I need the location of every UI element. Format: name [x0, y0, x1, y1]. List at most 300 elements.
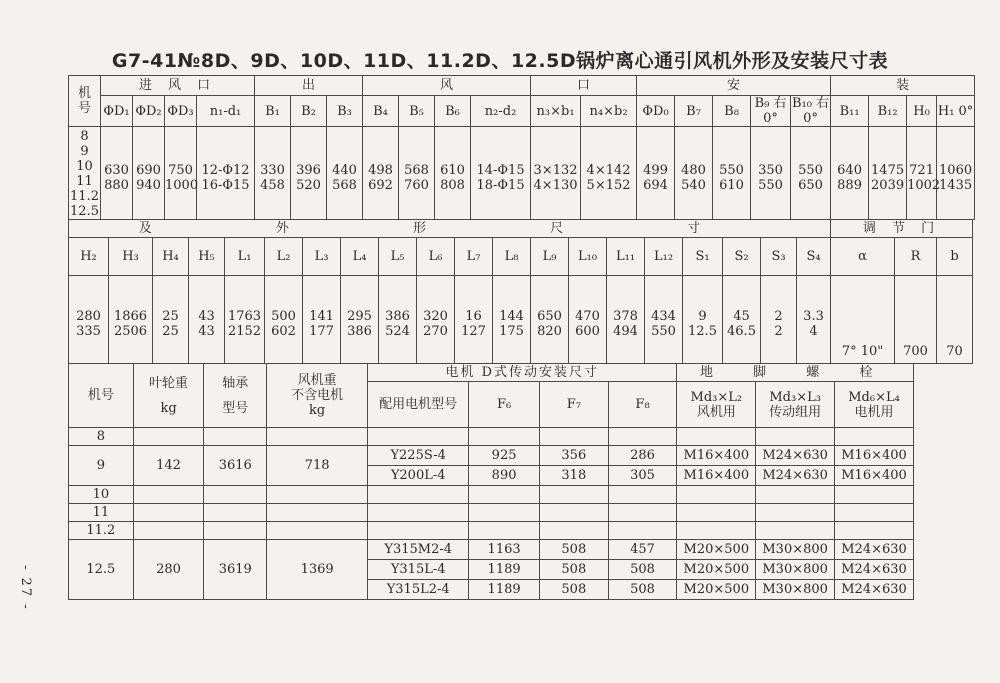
t1-data-cell: [869, 127, 907, 220]
t2-data-cell: [225, 276, 265, 364]
value-bottom: 524: [385, 323, 410, 339]
value-bottom: 692: [368, 177, 393, 193]
value-top: 750: [168, 162, 193, 178]
machine-no: 8: [80, 129, 89, 144]
value-bottom: 650: [798, 177, 823, 193]
t1-col-header: ΦD₁: [101, 96, 133, 127]
value-bottom: 694: [643, 177, 668, 193]
t1-data-cell: [907, 127, 941, 220]
value-bottom: 2152: [227, 323, 262, 339]
t2-col-header: S₃: [761, 238, 797, 276]
t2-col-header: L₆: [417, 238, 455, 276]
t1-machine-no-cell: [69, 127, 101, 220]
table-row: [69, 540, 914, 560]
t1-col-header: n₃×b₁: [531, 96, 581, 127]
drive-bolt: M30×800: [756, 540, 835, 560]
t2-col-header: S₂: [723, 238, 761, 276]
value-top: 500: [271, 308, 296, 324]
t2-data-cell: [797, 276, 831, 364]
value-top: 550: [798, 162, 823, 178]
empty-cell: [267, 428, 368, 446]
motor-bolt: M24×630: [835, 560, 914, 580]
install-group-header-2: 装: [831, 76, 975, 96]
machine-no-header: 机号: [69, 76, 101, 127]
t2-col-header: H₄: [153, 238, 189, 276]
damper-data-cell: 70: [937, 276, 973, 364]
fan-bolt: M20×500: [677, 580, 756, 600]
value-bottom: 458: [260, 177, 285, 193]
motor-group-header: 电机 D式传动安装尺寸: [368, 364, 677, 382]
value-bottom: 550: [758, 177, 783, 193]
t1-col-header: B₁₀ 右0°: [792, 96, 830, 126]
t1-data-cell: [363, 127, 399, 220]
t2-data-cell: [493, 276, 531, 364]
t1-col-header: B₁₂: [869, 96, 907, 127]
value-bottom: 25: [162, 323, 179, 339]
page-title: G7-41№8D、9D、10D、11D、11.2D、12.5D锅炉离心通引风机外形及安装尺寸表: [111, 50, 889, 72]
value-top: 1866: [113, 308, 148, 324]
value-top: 499: [643, 162, 668, 178]
value-top: 396: [296, 162, 321, 178]
bolt-group-header: 地 脚 螺 栓: [677, 364, 914, 382]
value-bottom: 1435: [939, 177, 973, 193]
empty-cell: [133, 504, 204, 522]
t1-col-header: B₆: [435, 96, 471, 127]
t2-data-cell: [265, 276, 303, 364]
value-bottom: 1000: [165, 177, 199, 193]
f7-value: 508: [539, 560, 608, 580]
empty-cell: [677, 486, 756, 504]
machine-no: 10: [76, 159, 93, 174]
empty-cell: [267, 504, 368, 522]
empty-cell: [204, 522, 267, 540]
fan-bolt-header: Md₃×L₂ 风机用: [677, 382, 756, 428]
value-top: 43: [198, 308, 215, 324]
t2-data-cell: [417, 276, 455, 364]
cell-stack: [723, 297, 760, 343]
impeller-weight: 142: [133, 446, 204, 486]
cell-stack: [455, 297, 492, 343]
cell-stack: [197, 151, 254, 196]
value-bottom: 4×130: [533, 177, 578, 193]
cell-stack: [637, 151, 674, 196]
t2-col-header: L₅: [379, 238, 417, 276]
motor-bolt: M16×400: [835, 466, 914, 486]
t1-col-header: n₂-d₂: [471, 96, 531, 127]
t1-col-header: B₄: [363, 96, 399, 127]
cell-stack: [225, 297, 264, 343]
outlet-group-header-3: 口: [531, 76, 637, 96]
cell-stack: [869, 151, 906, 196]
value-bottom: 4: [809, 323, 818, 339]
cell-stack: [265, 297, 302, 343]
t2-col-header: L₁₁: [607, 238, 645, 276]
value-top: 378: [613, 308, 638, 324]
t2-col-header: L₈: [493, 238, 531, 276]
value-bottom: 5×152: [586, 177, 631, 193]
cell-stack: [683, 297, 722, 343]
cell-stack: [761, 297, 796, 343]
cell-stack: [341, 297, 378, 343]
t1-data-cell: [581, 127, 637, 220]
value-bottom: 760: [404, 177, 429, 193]
empty-cell: [835, 486, 914, 504]
cell-stack: [109, 297, 152, 343]
bearing-model: 3616: [204, 446, 267, 486]
cell-stack: [675, 151, 712, 196]
drive-bolt: M24×630: [756, 446, 835, 466]
value-bottom: 127: [461, 323, 486, 339]
value-top: 610: [440, 162, 465, 178]
value-bottom: 520: [296, 177, 321, 193]
value-top: 1060: [939, 162, 973, 178]
empty-cell: [368, 504, 469, 522]
value-top: 2: [774, 308, 783, 324]
value-top: 295: [347, 308, 372, 324]
value-top: 434: [651, 308, 676, 324]
empty-cell: [677, 428, 756, 446]
value-bottom: 2039: [871, 177, 905, 193]
outlet-group-header-1: 出: [255, 76, 363, 96]
value-bottom: 43: [198, 323, 215, 339]
value-bottom: 16-Φ15: [201, 177, 250, 193]
drive-bolt: M30×800: [756, 560, 835, 580]
damper-col-header: R: [895, 238, 937, 276]
t1-col-header: n₄×b₂: [581, 96, 637, 127]
empty-cell: [368, 522, 469, 540]
empty-cell: [133, 428, 204, 446]
value-top: 690: [136, 162, 161, 178]
value-bottom: 568: [332, 177, 357, 193]
f7-value: 318: [539, 466, 608, 486]
bearing-model: 3619: [204, 540, 267, 600]
t2-col-header: S₁: [683, 238, 723, 276]
value-top: 4×142: [586, 162, 631, 178]
value-top: 144: [499, 308, 524, 324]
t2-col-header: L₁₀: [569, 238, 607, 276]
t3-machine-no: 12.5: [69, 540, 134, 600]
t2-data-cell: [645, 276, 683, 364]
outlet-group-header-2: 风: [363, 76, 531, 96]
empty-cell: [677, 504, 756, 522]
value-bottom: 12.5: [688, 323, 717, 339]
motor-model-header: 配用电机型号: [368, 382, 469, 428]
empty-cell: [608, 486, 677, 504]
t2-data-cell: [109, 276, 153, 364]
t1-data-cell: [133, 127, 165, 220]
impeller-weight-header: 叶轮重 kg: [133, 364, 204, 428]
value-top: 3.3: [803, 308, 824, 324]
t1-col-header: ΦD₃: [165, 96, 197, 127]
cell-stack: [363, 151, 398, 196]
empty-cell: [756, 504, 835, 522]
fan-weight-header: 风机重 不含电机 kg: [267, 364, 368, 428]
empty-cell: [539, 504, 608, 522]
inlet-group-header: 进 风 口: [101, 76, 255, 96]
t2-col-header: L₃: [303, 238, 341, 276]
empty-cell: [267, 522, 368, 540]
t3-machine-no: 11: [69, 504, 134, 522]
value-bottom: 494: [613, 323, 638, 339]
fan-bolt: M20×500: [677, 540, 756, 560]
t1-data-cell: [471, 127, 531, 220]
value-bottom: 940: [136, 177, 161, 193]
value-top: 9: [698, 308, 707, 324]
t1-data-cell: [751, 127, 791, 220]
f6-value: 1163: [469, 540, 540, 560]
t3-machine-no: 11.2: [69, 522, 134, 540]
t1-data-cell: [675, 127, 713, 220]
f8-value: 508: [608, 580, 677, 600]
t1-col-header: B₈: [713, 96, 751, 127]
t2-data-cell: [153, 276, 189, 364]
cell-stack: [379, 297, 416, 343]
t1-data-cell: [435, 127, 471, 220]
value-bottom: 18-Φ15: [476, 177, 525, 193]
value-bottom: 602: [271, 323, 296, 339]
empty-cell: [677, 522, 756, 540]
cell-stack: [417, 297, 454, 343]
table-row: [69, 446, 914, 466]
empty-cell: [204, 428, 267, 446]
cell-stack: [291, 151, 326, 196]
value-top: 320: [423, 308, 448, 324]
value-bottom: 335: [76, 323, 101, 339]
cell-stack: [937, 151, 974, 196]
damper-col-header: α: [831, 238, 895, 276]
f6-value: 1189: [469, 560, 540, 580]
drive-bolt: M24×630: [756, 466, 835, 486]
table-row: [69, 504, 914, 522]
t1-data-cell: [791, 127, 831, 220]
value-top: 470: [575, 308, 600, 324]
t1-data-cell: [165, 127, 197, 220]
t1-data-cell: [291, 127, 327, 220]
t2-col-header: L₉: [531, 238, 569, 276]
empty-cell: [133, 486, 204, 504]
motor-model: Y200L-4: [368, 466, 469, 486]
t1-data-cell: [197, 127, 255, 220]
t2-data-cell: [189, 276, 225, 364]
value-top: 330: [260, 162, 285, 178]
value-top: 640: [837, 162, 862, 178]
table-row: [69, 428, 914, 446]
t2-col-header: H₂: [69, 238, 109, 276]
motor-model: Y315M2-4: [368, 540, 469, 560]
f8-value: 286: [608, 446, 677, 466]
table-row: [69, 522, 914, 540]
t3-machine-no: 8: [69, 428, 134, 446]
value-top: 25: [162, 308, 179, 324]
empty-cell: [204, 486, 267, 504]
empty-cell: [469, 504, 540, 522]
empty-cell: [539, 486, 608, 504]
motor-bolt: M24×630: [835, 580, 914, 600]
empty-cell: [608, 522, 677, 540]
machine-no: 9: [80, 144, 89, 159]
t1-col-header: H₁ 0°: [937, 96, 975, 127]
t2-data-cell: [379, 276, 417, 364]
value-top: 550: [719, 162, 744, 178]
value-top: 3×132: [533, 162, 578, 178]
empty-cell: [368, 428, 469, 446]
value-top: 480: [681, 162, 706, 178]
cell-stack: [399, 151, 434, 196]
value-top: 721: [909, 162, 934, 178]
install-group-header-1: 安: [637, 76, 831, 96]
t2-data-cell: [455, 276, 493, 364]
drive-bolt: M30×800: [756, 580, 835, 600]
value-top: 498: [368, 162, 393, 178]
value-bottom: 177: [309, 323, 334, 339]
t2-col-header: S₄: [797, 238, 831, 276]
t2-data-cell: [341, 276, 379, 364]
cell-stack: [607, 297, 644, 343]
cell-stack: [327, 151, 362, 196]
empty-cell: [539, 522, 608, 540]
value-bottom: 175: [499, 323, 524, 339]
cell-stack: [581, 151, 636, 196]
empty-cell: [835, 428, 914, 446]
empty-cell: [756, 428, 835, 446]
motor-model: Y315L2-4: [368, 580, 469, 600]
t2-data-cell: [723, 276, 761, 364]
t2-col-header: H₅: [189, 238, 225, 276]
f8-value: 457: [608, 540, 677, 560]
empty-cell: [267, 486, 368, 504]
cell-stack: [435, 151, 470, 196]
damper-group-header: 调 节 门: [831, 220, 973, 238]
f7-value: 356: [539, 446, 608, 466]
t1-col-header: B₁: [255, 96, 291, 127]
t3-machine-no: 9: [69, 446, 134, 486]
t2-col-header: H₃: [109, 238, 153, 276]
t2-col-header: L₁: [225, 238, 265, 276]
t2-col-header: L₇: [455, 238, 493, 276]
motor-bolt-header: Md₆×L₄ 电机用: [835, 382, 914, 428]
t1-col-header: B₅: [399, 96, 435, 127]
machine-no: 11: [76, 174, 93, 189]
damper-data-cell: 700: [895, 276, 937, 364]
cell-stack: [907, 151, 941, 196]
t1-col-header: H₀: [907, 96, 937, 127]
cell-stack: [165, 151, 199, 196]
cell-stack: [303, 297, 340, 343]
value-bottom: 880: [104, 177, 129, 193]
t1-data-cell: [831, 127, 869, 220]
value-top: 12-Φ12: [201, 162, 250, 178]
cell-stack: [569, 297, 606, 343]
value-top: 14-Φ15: [476, 162, 525, 178]
t2-data-cell: [761, 276, 797, 364]
empty-cell: [539, 428, 608, 446]
value-top: 280: [76, 308, 101, 324]
value-top: 440: [332, 162, 357, 178]
cell-stack: [645, 297, 682, 343]
f7-value: 508: [539, 540, 608, 560]
cell-stack: [531, 297, 568, 343]
t2-data-cell: [303, 276, 341, 364]
cell-stack: [797, 297, 830, 343]
machine-no: 12.5: [70, 204, 99, 219]
value-top: 45: [733, 308, 750, 324]
fan-weight: 1369: [267, 540, 368, 600]
cell-stack: [189, 297, 224, 343]
empty-cell: [204, 504, 267, 522]
f7-header: F₇: [539, 382, 608, 428]
value-top: 650: [537, 308, 562, 324]
value-bottom: 386: [347, 323, 372, 339]
value-bottom: 550: [651, 323, 676, 339]
empty-cell: [469, 486, 540, 504]
outline-group-header: 及 外 形 尺 寸: [69, 220, 831, 238]
cell-stack: [713, 151, 750, 196]
empty-cell: [368, 486, 469, 504]
damper-data-cell: 7° 10": [831, 276, 895, 364]
t1-col-header: B₉ 右0°: [751, 96, 791, 127]
value-top: 1763: [227, 308, 262, 324]
t1-col-header: B₂: [291, 96, 327, 127]
outline-dimension-table: [68, 219, 973, 364]
fan-bolt: M16×400: [677, 466, 756, 486]
t1-data-cell: [255, 127, 291, 220]
t1-col-header: B₇: [675, 96, 713, 127]
empty-cell: [756, 522, 835, 540]
t1-col-header: ΦD₀: [637, 96, 675, 127]
t2-data-cell: [69, 276, 109, 364]
t2-data-cell: [607, 276, 645, 364]
cell-stack: [101, 151, 132, 196]
value-bottom: 1002: [907, 177, 941, 193]
empty-cell: [608, 428, 677, 446]
cell-stack: [791, 151, 830, 196]
value-top: 141: [309, 308, 334, 324]
empty-cell: [835, 504, 914, 522]
t2-data-cell: [683, 276, 723, 364]
value-top: 1475: [871, 162, 905, 178]
cell-stack: [751, 151, 790, 196]
motor-model: Y315L-4: [368, 560, 469, 580]
motor-bolt: M24×630: [835, 540, 914, 560]
t1-col-header: B₃: [327, 96, 363, 127]
t2-data-cell: [531, 276, 569, 364]
t1-data-cell: [713, 127, 751, 220]
t2-data-cell: [569, 276, 607, 364]
empty-cell: [756, 486, 835, 504]
value-bottom: 2506: [113, 323, 148, 339]
value-bottom: 820: [537, 323, 562, 339]
value-bottom: 808: [440, 177, 465, 193]
cell-stack: [153, 297, 188, 343]
value-bottom: 540: [681, 177, 706, 193]
t1-data-cell: [937, 127, 975, 220]
bearing-header: 轴承 型号: [204, 364, 267, 428]
t1-data-cell: [101, 127, 133, 220]
fan-bolt: M20×500: [677, 560, 756, 580]
t1-data-cell: [327, 127, 363, 220]
t1-data-cell: [637, 127, 675, 220]
cell-stack: [831, 151, 868, 196]
t1-col-header: n₁-d₁: [197, 96, 255, 127]
empty-cell: [469, 522, 540, 540]
t2-col-header: L₄: [341, 238, 379, 276]
cell-stack: [493, 297, 530, 343]
cell-stack: [531, 151, 580, 196]
table-row: [69, 486, 914, 504]
value-top: 16: [465, 308, 482, 324]
f6-value: 925: [469, 446, 540, 466]
t3-machine-no: 10: [69, 486, 134, 504]
